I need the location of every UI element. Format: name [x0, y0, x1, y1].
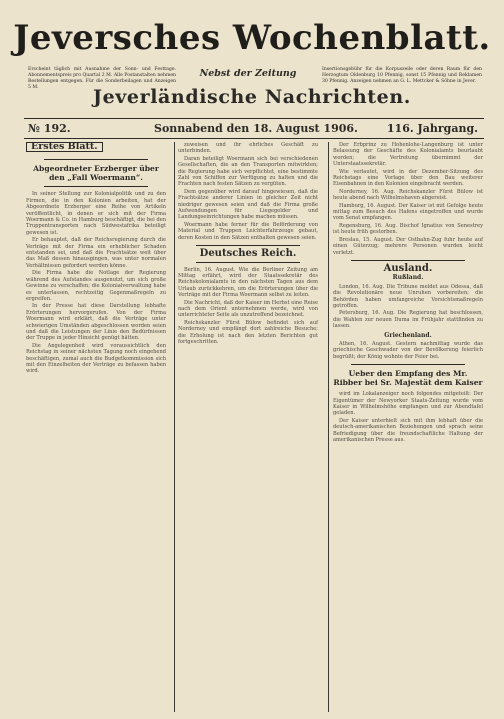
- section-erstes-blatt: Erstes Blatt.: [26, 142, 103, 152]
- article-paragraph: Die Firma habe die Notlage der Regierung während des Aufstandes ausgenutzt, um sich große Gewinne zu verschaffen; die Kolonialverwaltung habe es unterlassen, rechtzeitig Gegenmaßregeln zu ergreifen.: [26, 270, 166, 302]
- subhead-griechenland: Griechenland.: [384, 331, 432, 339]
- article-paragraph: Breslau, 15. August. Der Ostbahn-Zug fuhr heute auf einen Güterzug; mehrere Personen wurden leicht verletzt.: [333, 236, 483, 256]
- article-paragraph: Norderney, 16. Aug. Reichskanzler Fürst Bülow ist heute abend nach Wilhelmshaven abgereist.: [333, 188, 483, 202]
- advertising-info: Insertionsgebühr für die Korpuszeile oder deren Raum für den Herzogtum Oldenburg 10 Pfennig, sonst 15 Pfennig und Reklamen 30 Pfennig. Anzeigen nehmen an G. L. Mettcker & Söhne in Jever.: [322, 67, 482, 84]
- article-paragraph: In der Presse hat diese Darstellung lebhafte Erörterungen hervorgerufen. Von der Firma Woermann wird erklärt, daß die Verträge unter schwierigen Umständen abgeschlossen worden seien und daß die Leistungen der Linie den Bedürfnissen der Truppe in jeder Hinsicht genügt hätten.: [26, 303, 166, 342]
- issue-date: Sonnabend den 18. August 1906.: [154, 122, 358, 135]
- article-paragraph: London, 16. Aug. Die Tribune meldet aus Odessa, daß die Revolutionäre neue Unruhen vorbereiten; die Behörden haben umfangreiche Vorsichtsmaßregeln getroffen.: [333, 283, 483, 309]
- article-paragraph: Petersburg, 16. Aug. Die Regierung hat beschlossen, die Wahlen zur neuen Duma im Frühjahr stattfinden zu lassen.: [333, 310, 483, 330]
- divider: [196, 245, 300, 246]
- issue-year: 116. Jahrgang.: [386, 122, 478, 135]
- divider: [351, 260, 465, 261]
- article-paragraph: Der Kaiser unterhielt sich mit ihm lebhaft über die deutsch-amerikanischen Beziehungen und sprach seine Befriedigung über die freundschaftliche Haltung der amerikanischen Presse aus.: [333, 417, 483, 444]
- section-ausland: Ausland.: [383, 262, 433, 274]
- subtitle: Jeverländische Nachrichten.: [92, 86, 411, 108]
- article-paragraph: Hamburg, 16. August. Der Kaiser ist mit Gefolge heute mittag zum Besuch des Hafens eingetroffen und wurde vom Senat empfangen.: [333, 202, 483, 222]
- column-1: [26, 142, 166, 376]
- article-paragraph: Regensburg, 16. Aug. Bischof Ignatius von Senestrey ist heute früh gestorben.: [333, 222, 483, 236]
- article-paragraph: Dem gegenüber wird darauf hingewiesen, daß die Frachtsätze anderer Linien in gleicher Zeit nicht niedriger gewesen seien und daß die Firma große Aufwendungen für Liegegelder und Landungseinrichtungen habe machen müssen.: [178, 188, 318, 221]
- rule-top: [24, 118, 484, 119]
- article-paragraph: Er behauptet, daß der Reichsregierung durch die Verträge mit der Firma ein erheblicher Schaden entstanden sei, und daß die Frachtsätze weit über das Maß dessen hinausgingen, was unter normalen Verhältnissen gefordert werden könne.: [26, 237, 166, 269]
- article-headline: Abgeordneter Erzberger über den „Fall Woermann“.: [33, 164, 159, 183]
- article-paragraph: Der Erbprinz zu Hohenlohe-Langenburg ist unter Belassung der Geschäfte des Kolonialamts beurlaubt worden; die Vertretung übernimmt der Unterstaatssekretär.: [333, 142, 483, 168]
- article-paragraph: wird im Lokalanzeiger noch folgendes mitgeteilt: Der Eigentümer der Newyorker Staats-Zeitung wurde vom Kaiser in Wilhelmshöhe empfangen und zur Abendtafel geladen.: [333, 391, 483, 417]
- section-deutsches-reich: Deutsches Reich.: [199, 248, 297, 260]
- supplement-note: Nebst der Zeitung: [199, 68, 297, 79]
- masthead-title: Jeversches Wochenblatt.: [13, 18, 491, 58]
- column-2: [178, 142, 318, 346]
- column-3: [333, 142, 483, 444]
- article-paragraph: zuweisen und ihr ehrliches Geschäft zu unterbinden.: [178, 142, 318, 155]
- divider: [44, 186, 148, 187]
- column-divider: [174, 142, 175, 712]
- divider: [44, 159, 148, 160]
- article-paragraph: Athen, 16. August. Gestern nachmittag wurde das griechische Geschwader von der Bevölkerung feierlich begrüßt; der König wohnte der Feier bei.: [333, 340, 483, 360]
- divider: [351, 364, 465, 365]
- notice-headline: Ueber den Empfang des Mr. Ribber bei Sr. Majestät dem Kaiser: [333, 369, 483, 388]
- rule-bottom: [24, 138, 484, 139]
- article-paragraph: Die Angelegenheit wird voraussichtlich den Reichstag in seiner nächsten Tagung noch eingehend beschäftigen, zumal auch die Budgetkommission sich mit den Einzelheiten der Verträge zu befassen haben wird.: [26, 342, 166, 375]
- article-paragraph: Wie verlautet, wird in der Dezember-Sitzung des Reichstags eine Vorlage über den Bau weiterer Eisenbahnen in den Kolonien eingebracht werden.: [333, 168, 483, 188]
- article-paragraph: Die Nachricht, daß der Kaiser im Herbst eine Reise nach dem Orient unternehmen werde, wird von unterrichteter Seite als unzutreffend bezeichnet.: [178, 299, 318, 319]
- subhead-russland: Rußland.: [392, 274, 424, 282]
- article-paragraph: Daran beteiligt Woermann sich bei verschiedenen Gesellschaften, die an den Transporten mitwirkten; die Regierung habe sich verpflichtet, eine bestimmte Zahl von Schiffen zur Verfügung zu halten und die Frachten nach festen Sätzen zu vergüten.: [178, 155, 318, 188]
- divider: [196, 262, 300, 263]
- article-paragraph: Berlin, 16. August. Wie die Berliner Zeitung am Mittag erfährt, wird der Staatssekretär des Reichskolonialamts in den nächsten Tagen aus dem Urlaub zurückkehren, um die Erörterungen über die Verträge mit der Firma Woermann selbst zu leiten.: [178, 266, 318, 299]
- article-paragraph: Woermann habe ferner für die Beförderung von Material und Truppen Leichterfahrzeuge gebaut, deren Kosten in den Sätzen enthalten gewesen seien.: [178, 221, 318, 241]
- article-paragraph: In seiner Stellung zur Kolonialpolitik und zu den Firmen, die in den Kolonien arbeiten, hat der Abgeordnete Erzberger eine Reihe von Artikeln veröffentlicht, in denen er sich mit der Firma Woermann & Co. in Hamburg beschäftigt, die bei den Truppentransporten nach Südwestafrika beteiligt gewesen ist.: [26, 191, 166, 236]
- article-paragraph: Reichskanzler Fürst Bülow befindet sich auf Norderney und empfängt dort zahlreiche Besuche; die Erholung ist nach den letzten Berichten gut fortgeschritten.: [178, 319, 318, 345]
- column-divider: [328, 142, 329, 712]
- issue-number: № 192.: [28, 122, 71, 135]
- issue-bar: [26, 122, 482, 136]
- subscription-info: Erscheint täglich mit Ausnahme der Sonn- und Festtage. Abonnementspreis pro Quartal 2 M. Alle Postanstalten nehmen Bestellungen entgegen. Für die Sonderbeilagen und Anzeigen 5 M.: [28, 67, 176, 90]
